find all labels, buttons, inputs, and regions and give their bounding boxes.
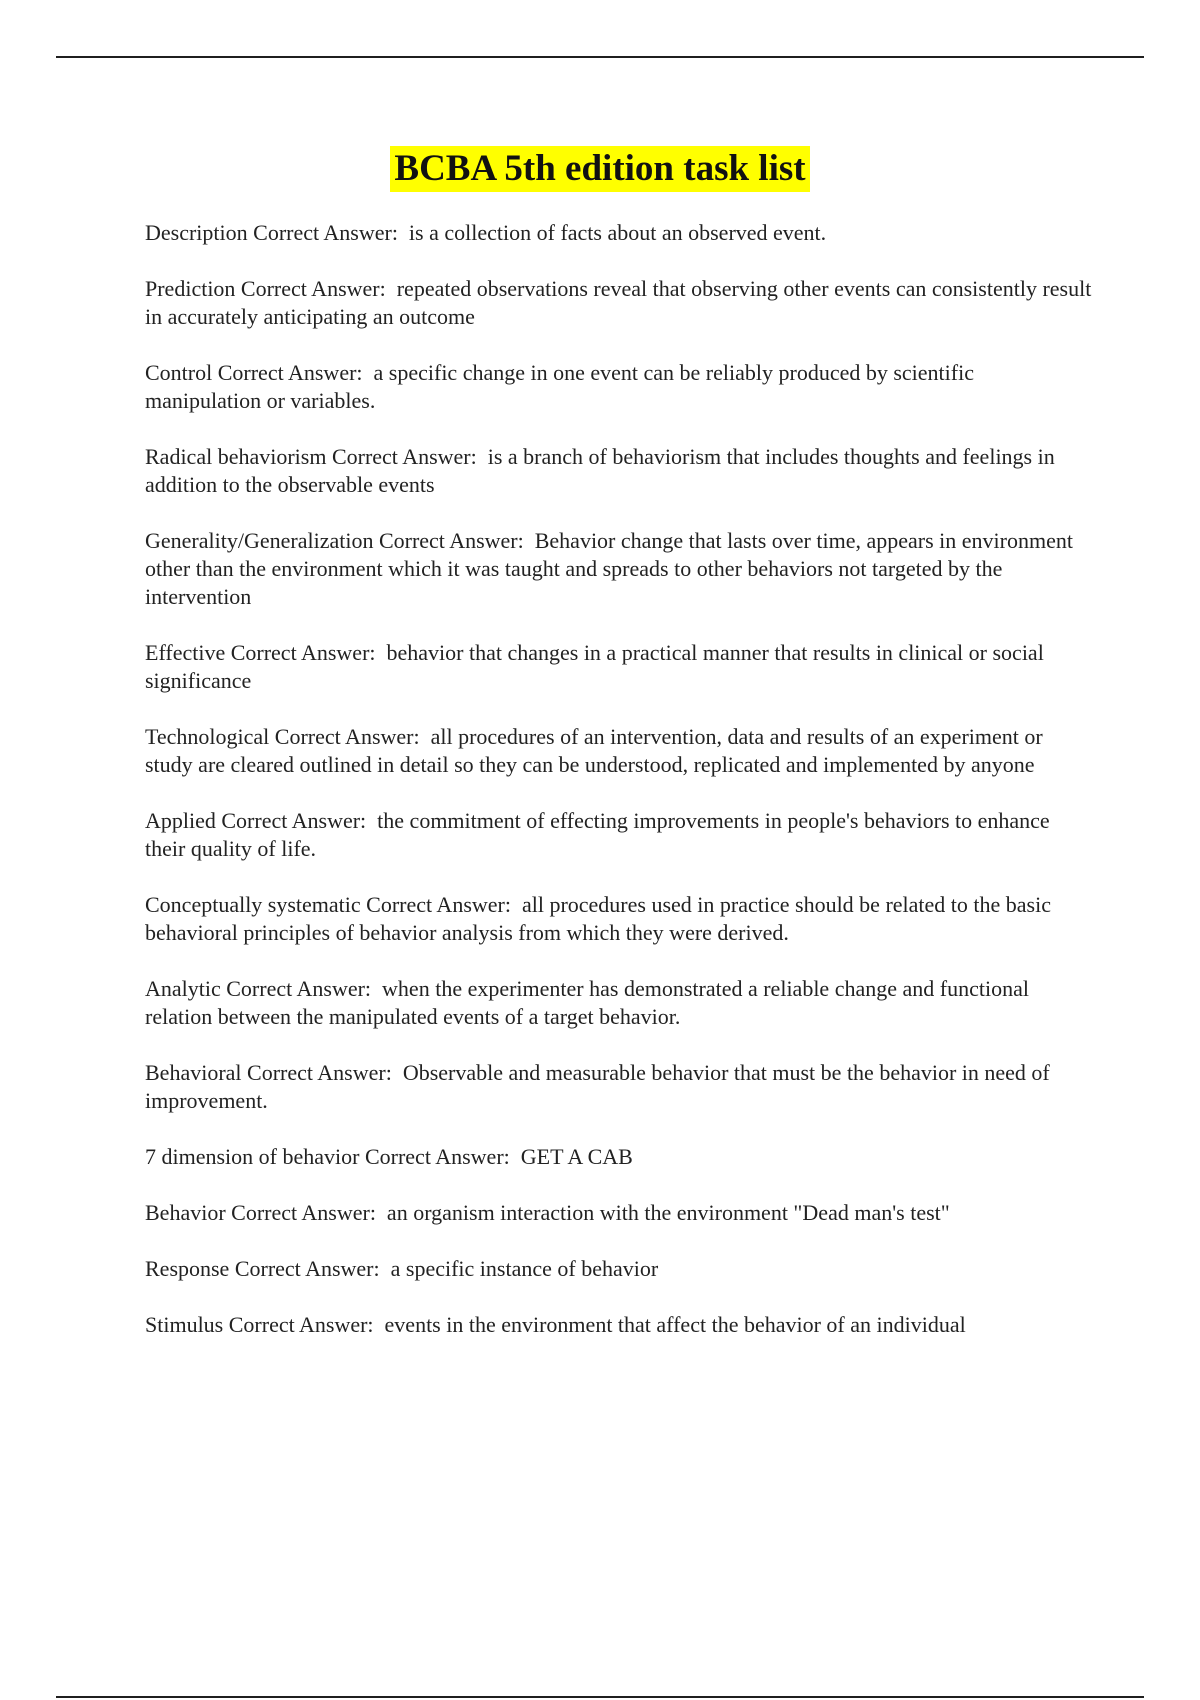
- entry-control: Control Correct Answer: a specific change in one event can be reliably produced by scientific manipulation or variables.: [145, 360, 980, 413]
- entry-stimulus: Stimulus Correct Answer: events in the environment that affect the behavior of an individual: [145, 1312, 966, 1337]
- entry-conceptually-systematic: Conceptually systematic Correct Answer: all procedures used in practice should be related to the basic behavioral principles of behavior analysis from which they were derived.: [145, 892, 1057, 945]
- entry-radical-behaviorism: Radical behaviorism Correct Answer: is a branch of behaviorism that includes thoughts and feelings in addition to the observable events: [145, 444, 1061, 497]
- header-rule: [56, 56, 1144, 58]
- entry-analytic: Analytic Correct Answer: when the experimenter has demonstrated a reliable change and functional relation between the manipulated events of a target behavior.: [145, 976, 1035, 1029]
- entry-generality: Generality/Generalization Correct Answer: Behavior change that lasts over time, appears in environment other than the environment which it was taught and spreads to other behaviors not targeted by the intervention: [145, 528, 1079, 609]
- entry-behavior: Behavior Correct Answer: an organism interaction with the environment "Dead man's test": [145, 1200, 950, 1225]
- entry-effective: Effective Correct Answer: behavior that changes in a practical manner that results in clinical or social significance: [145, 640, 1050, 693]
- entry-seven-dimensions: 7 dimension of behavior Correct Answer: GET A CAB: [145, 1144, 633, 1169]
- entry-technological: Technological Correct Answer: all procedures of an intervention, data and results of an experiment or study are cleared outlined in detail so they can be understood, replicated and implemented by anyone: [145, 724, 1049, 777]
- entry-applied: Applied Correct Answer: the commitment of effecting improvements in people's behaviors to enhance their quality of life.: [145, 808, 1056, 861]
- entry-behavioral: Behavioral Correct Answer: Observable and measurable behavior that must be the behavior in need of improvement.: [145, 1060, 1056, 1113]
- title-container: [0, 146, 1200, 192]
- entry-prediction: Prediction Correct Answer: repeated observations reveal that observing other events can consistently result in accurately anticipating an outcome: [145, 276, 1097, 329]
- entry-response: Response Correct Answer: a specific instance of behavior: [145, 1256, 659, 1281]
- footer-rule: [56, 1696, 1144, 1698]
- page-title: BCBA 5th edition task list: [390, 146, 809, 192]
- entry-description: Description Correct Answer: is a collection of facts about an observed event.: [145, 220, 827, 245]
- entry-list: [145, 219, 1095, 1367]
